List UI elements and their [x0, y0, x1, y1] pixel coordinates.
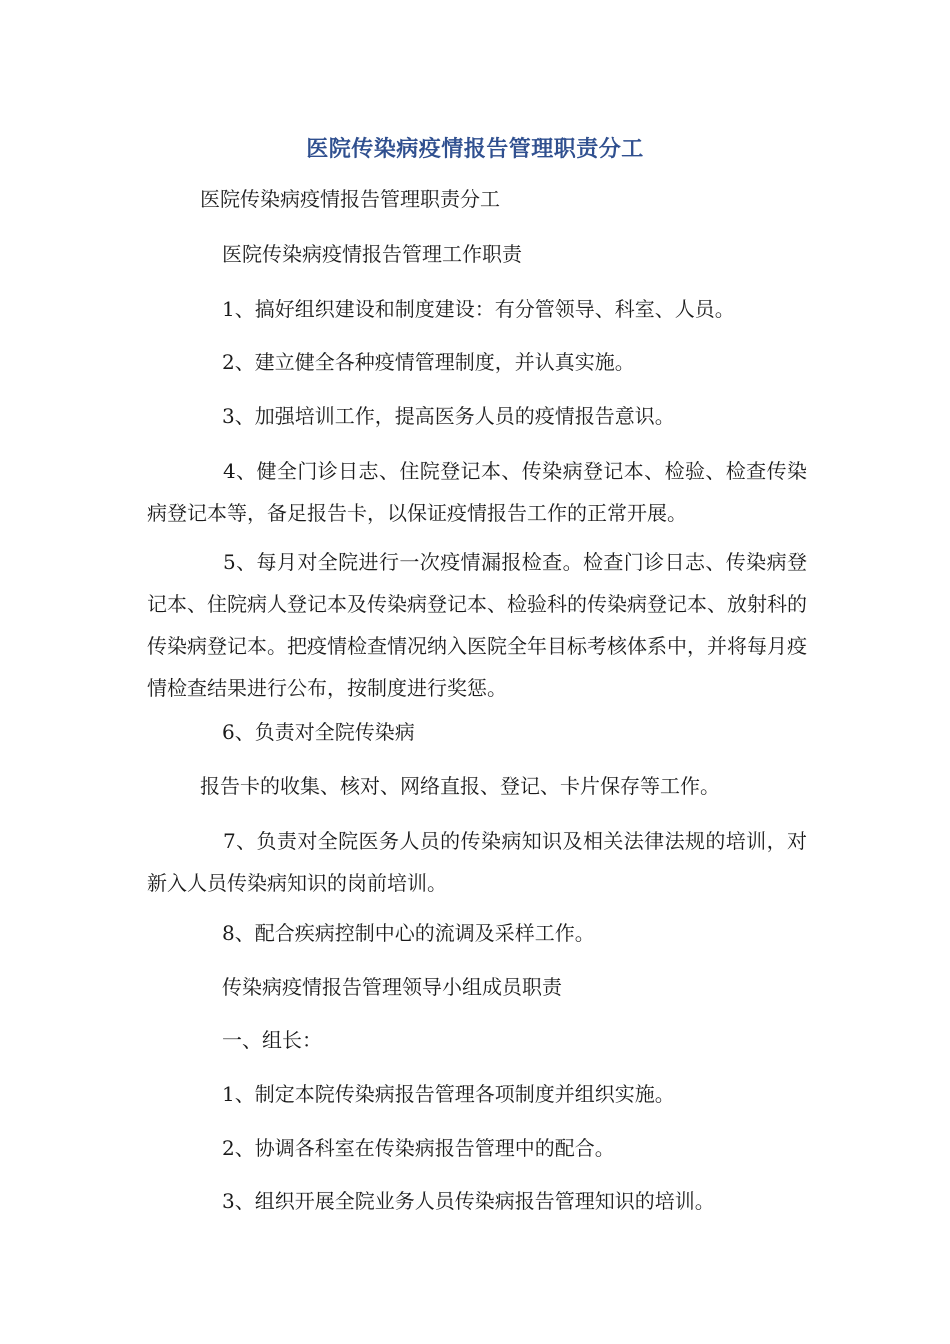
paragraph-leader-item-1: 1、制定本院传染病报告管理各项制度并组织实施。 [222, 1082, 675, 1106]
paragraph-item-1: 1、搞好组织建设和制度建设：有分管领导、科室、人员。 [222, 297, 735, 321]
paragraph-item-5: 5、每月对全院进行一次疫情漏报检查。检查门诊日志、传染病登记本、住院病人登记本及传染病登记本、检验科的传染病登记本、放射科的传染病登记本。把疫情检查情况纳入医院全年目标考核体系中，并将每月疫情检查结果进行公布，按制度进行奖惩。 [147, 550, 807, 700]
paragraph-leader-item-3: 3、组织开展全院业务人员传染病报告管理知识的培训。 [222, 1189, 715, 1213]
paragraph-item-4: 4、健全门诊日志、住院登记本、传染病登记本、检验、检查传染病登记本等，备足报告卡，以保证疫情报告工作的正常开展。 [147, 459, 807, 525]
paragraph-item-2: 2、建立健全各种疫情管理制度，并认真实施。 [222, 350, 635, 374]
paragraph-item-7: 7、负责对全院医务人员的传染病知识及相关法律法规的培训，对新入人员传染病知识的岗前培训。 [147, 829, 807, 895]
paragraph-group-leader: 一、组长： [222, 1028, 322, 1052]
paragraph-item-6-continued: 报告卡的收集、核对、网络直报、登记、卡片保存等工作。 [200, 774, 720, 798]
paragraph-item-3: 3、加强培训工作，提高医务人员的疫情报告意识。 [222, 404, 675, 428]
paragraph-item-6: 6、负责对全院传染病 [222, 720, 415, 744]
paragraph-subtitle: 医院传染病疫情报告管理职责分工 [200, 187, 500, 211]
paragraph-leader-item-2: 2、协调各科室在传染病报告管理中的配合。 [222, 1136, 615, 1160]
paragraph-item-8: 8、配合疾病控制中心的流调及采样工作。 [222, 921, 595, 945]
document-title: 医院传染病疫情报告管理职责分工 [306, 137, 644, 162]
paragraph-section-heading: 医院传染病疫情报告管理工作职责 [222, 242, 522, 266]
paragraph-section-heading-2: 传染病疫情报告管理领导小组成员职责 [222, 975, 562, 999]
